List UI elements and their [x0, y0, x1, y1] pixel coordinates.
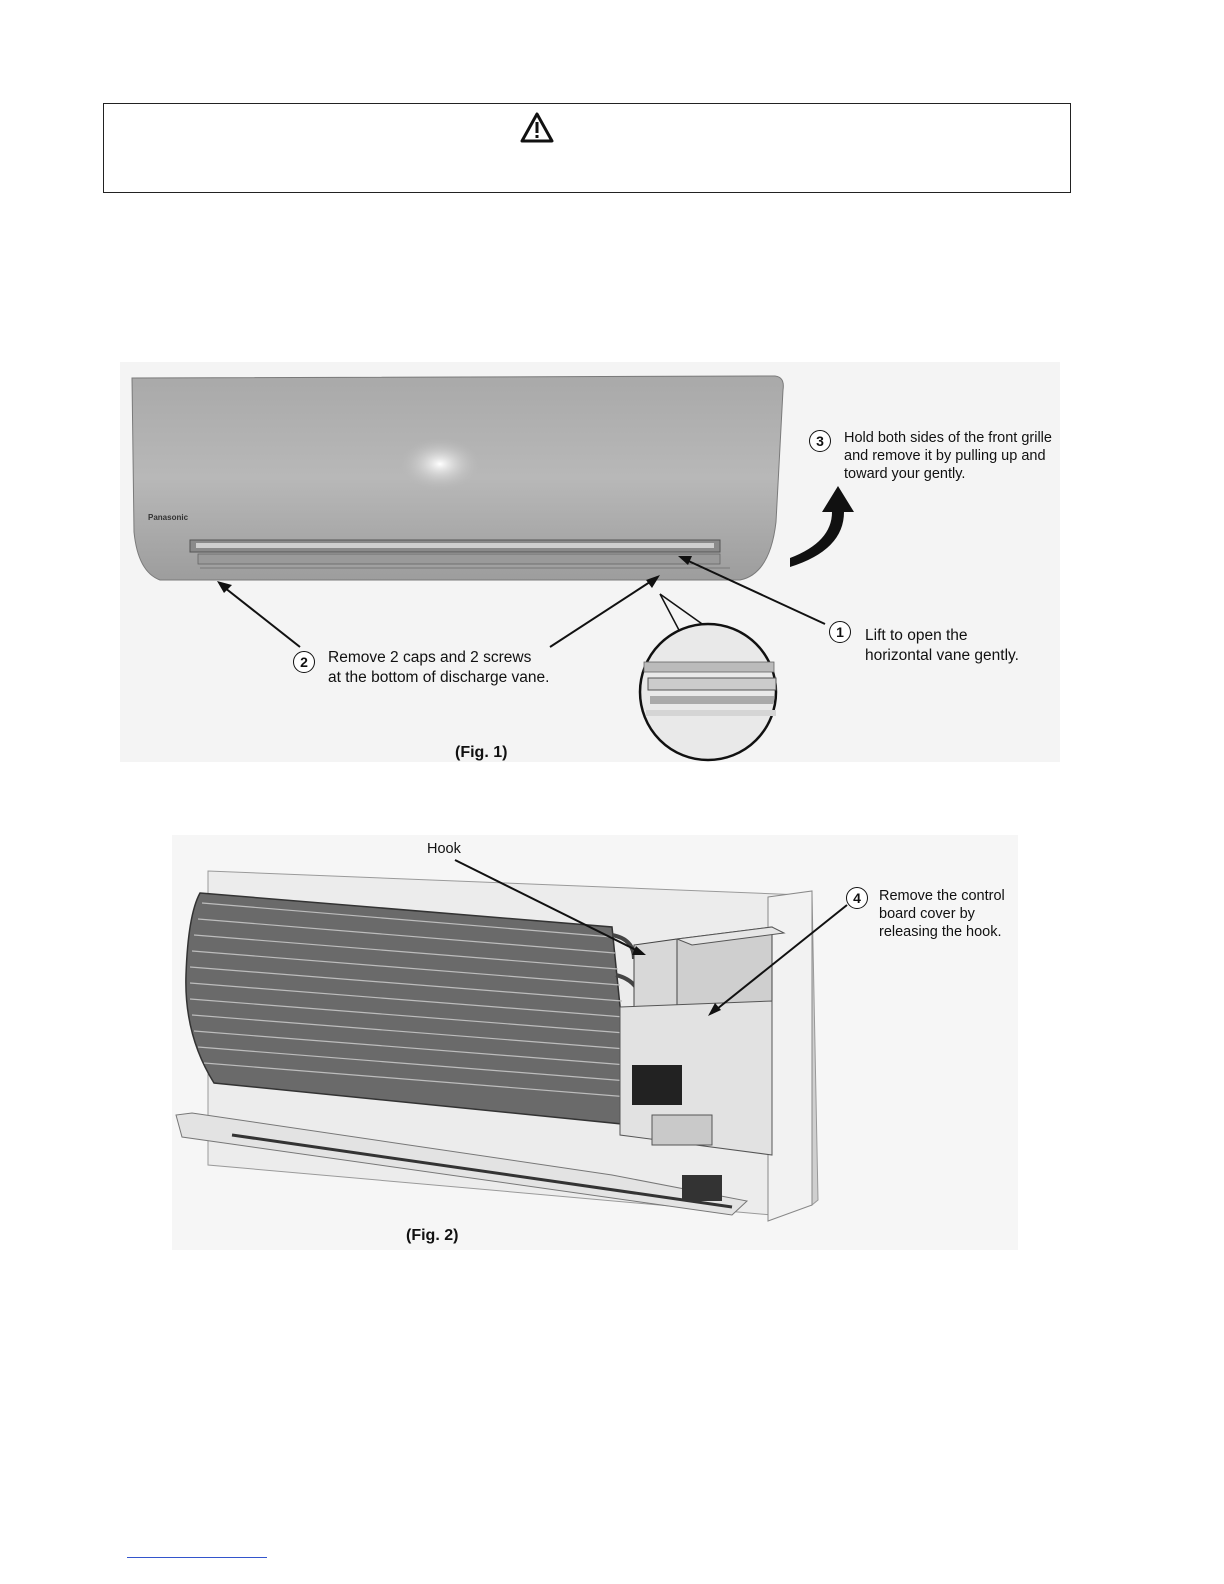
step-2-number: 2: [293, 651, 315, 673]
step-3-number: 3: [809, 430, 831, 452]
figure-2: [172, 835, 1018, 1250]
step-4-line-2: board cover by: [879, 906, 975, 922]
step-2-line-2: at the bottom of discharge vane.: [328, 669, 550, 686]
brand-logo: Panasonic: [148, 513, 189, 522]
figure-1-illustration: [120, 362, 1060, 762]
footer-link-underline: [127, 1557, 267, 1558]
step-1-number: 1: [829, 621, 851, 643]
step-3-line-3: toward your gently.: [844, 466, 966, 482]
figure-1: [120, 362, 1060, 762]
step-4-line-1: Remove the control: [879, 888, 1005, 904]
fig-1-label: (Fig. 1): [455, 744, 508, 761]
step-4-number: 4: [846, 887, 868, 909]
step-2-line-1: Remove 2 caps and 2 screws: [328, 649, 532, 666]
step-3-line-1: Hold both sides of the front grille: [844, 430, 1052, 446]
step-3-text: [844, 429, 1052, 483]
step-1-text: [865, 626, 1019, 666]
step-2-text: [328, 648, 549, 688]
caution-box: [103, 103, 1071, 193]
step-1-line-1: Lift to open the: [865, 627, 968, 644]
step-4-text: [879, 887, 1005, 941]
warning-triangle-icon: [520, 112, 554, 144]
step-1-line-2: horizontal vane gently.: [865, 647, 1019, 664]
hook-label: Hook: [427, 841, 461, 857]
step-3-line-2: and remove it by pulling up and: [844, 448, 1046, 464]
fig-2-label: (Fig. 2): [406, 1227, 459, 1244]
step-4-line-3: releasing the hook.: [879, 924, 1002, 940]
